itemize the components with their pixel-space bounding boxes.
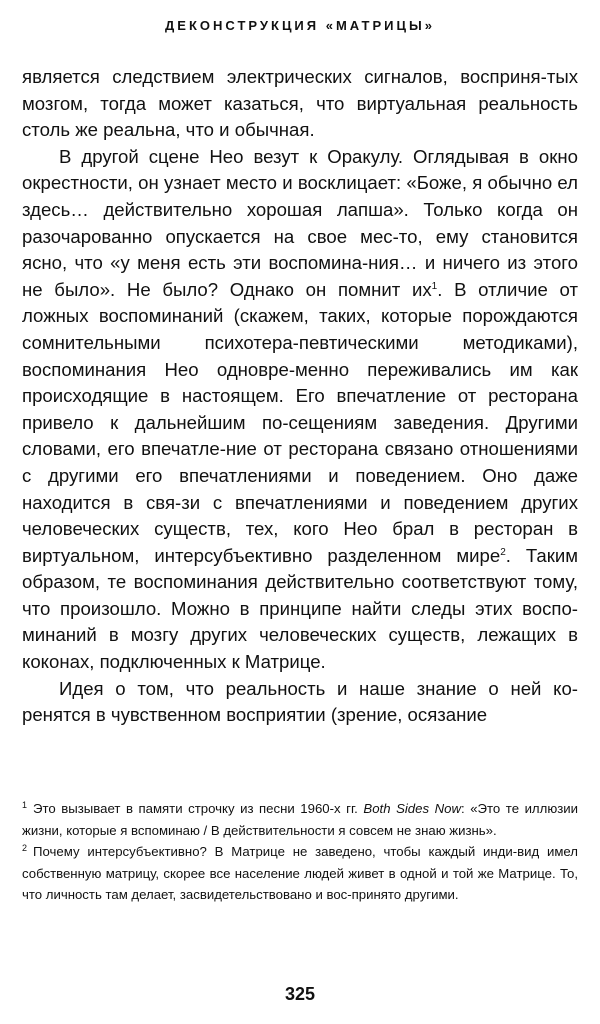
paragraph-text: . В отличие от ложных воспоминаний (скажем, таких, которые порождаются сомнительными психотера-певтическими методиками), воспоминания Нео одновре-менно переживались им как происходящие в настоящем. Его впечатление от ресторана привело к дальнейшим по-сещениям заведения. Другими словами, его впечатле-ние от ресторана связано отношениями с другими его впечатлениями и поведением. Оно даже находится в свя-зи с впечатлениями и поведением других человеческих существ, тех, кого Нео брал в ресторан в виртуальном, интерсубъективно разделенном мире [22, 278, 578, 566]
footnotes [22, 798, 578, 906]
main-text [22, 64, 578, 729]
footnote-1 [22, 798, 578, 841]
paragraph-senses: Идея о том, что реальность и наше знание о ней ко-ренятся в чувственном восприятии (зрение, осязание [22, 677, 578, 726]
footnote-text: Это вызывает в памяти строчку из песни 1960-х гг. [33, 801, 364, 816]
running-head: ДЕКОНСТРУКЦИЯ «МАТРИЦЫ» [165, 18, 435, 33]
paragraph-continued: является следствием электрических сигналов, восприня-тых мозгом, тогда может казаться, что виртуальная реальность столь же реальна, что и обычная. [22, 66, 578, 141]
song-title: Both Sides Now [363, 801, 461, 816]
footnote-ref-2: 2 [500, 546, 506, 558]
footnote-text: Почему интерсубъективно? В Матрице не заведено, чтобы каждый инди-вид имел собственную матрицу, скорее все население людей живет в одной и той же Матрице. То, что личность там делает, засвидетельствовано и вос-принято другими. [22, 844, 578, 902]
footnote-2 [22, 841, 578, 906]
page-number: 325 [284, 984, 316, 1004]
paragraph-text: . Таким образом, те воспоминания действительно соответствуют тому, что произошло. Можно в принципе найти следы этих воспо-минаний в мозгу других человеческих существ, лежащих в коконах, подключенных к Матрице. [22, 544, 579, 673]
footnote-mark: 1 [22, 800, 28, 810]
footnote-text: : «Это те иллюзии жизни, которые я вспоминаю / В действительности я совсем не знаю жизнь». [22, 801, 578, 838]
footnote-mark: 2 [22, 843, 28, 853]
paragraph-oracle-scene [22, 144, 578, 676]
paragraph-text: В другой сцене Нео везут к Оракулу. Оглядывая в окно окрестности, он узнает место и восклицает: «Боже, я обычно ел здесь… действительно хорошая лапша». Только когда он разочарованно опускается на свое мес-то, ему становится ясно, что «у меня есть эти воспомина-ния… и ничего из этого не было». Не было? Однако он помнит их [22, 145, 578, 300]
footnote-ref-1: 1 [431, 280, 438, 292]
